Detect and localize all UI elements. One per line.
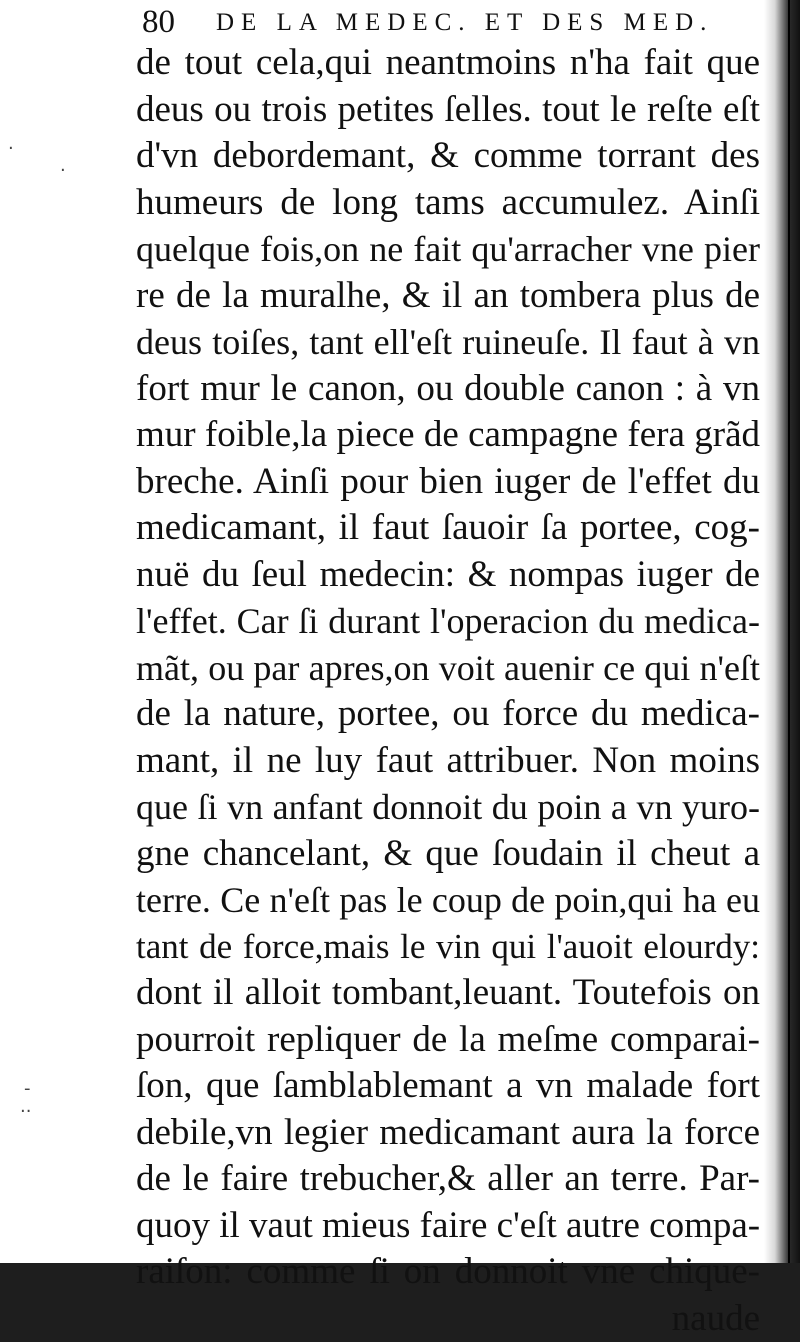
text-line: debile,vn legier medicamant aura la force	[136, 1110, 760, 1157]
body-text	[136, 40, 760, 1342]
margin-speck: ·	[60, 162, 66, 180]
text-line: mur foible,la piece de campagne fera grãd	[136, 412, 760, 459]
text-line: fort mur le canon, ou double canon : à vn	[136, 366, 760, 413]
text-line: que ſi vn anfant donnoit du poin a vn yuro-	[136, 784, 760, 831]
text-line: de le faire trebucher,& aller an terre. Par-	[136, 1156, 760, 1203]
text-line: gne chancelant, & que ſoudain il cheut a	[136, 831, 760, 878]
text-line: mant, il ne luy faut attribuer. Non moins	[136, 738, 760, 785]
text-line: d'vn debordemant, & comme torrant des	[136, 133, 760, 180]
page-edge-line	[788, 0, 790, 1263]
text-line: de la nature, portee, ou force du medica-	[136, 691, 760, 738]
text-line: ſon, que ſamblablemant a vn malade fort	[136, 1063, 760, 1110]
text-line: deus toiſes, tant ell'eſt ruineuſe. Il faut à vn	[136, 319, 760, 366]
margin-speck: ..	[20, 1098, 31, 1116]
text-line: deus ou trois petites ſelles. tout le reſte eſt	[136, 87, 760, 134]
margin-speck: ·	[8, 140, 14, 158]
page-gutter-shadow	[764, 0, 800, 1263]
text-line: raiſon: comme ſi on donnoit vne chique-	[136, 1249, 760, 1296]
margin-speck: -	[24, 1080, 31, 1098]
text-line: l'effet. Car ſi durant l'operacion du medica-	[136, 598, 760, 645]
text-line: tant de force,mais le vin qui l'auoit elourdy:	[136, 924, 760, 971]
running-title: DE LA MEDEC. ET DES MED.	[216, 8, 713, 38]
page-number: 80	[142, 2, 175, 42]
page-header	[138, 2, 778, 42]
text-line: quoy il vaut mieus faire c'eſt autre compa-	[136, 1203, 760, 1250]
text-line: nuë du ſeul medecin: & nompas iuger de	[136, 552, 760, 599]
text-line: medicamant, il faut ſauoir ſa portee, cog-	[136, 505, 760, 552]
text-line: mãt, ou par apres,on voit auenir ce qui n'eſt	[136, 645, 760, 692]
text-line: breche. Ainſi pour bien iuger de l'effet du	[136, 459, 760, 506]
text-line: quelque fois,on ne fait qu'arracher vne pier	[136, 226, 760, 273]
text-line: humeurs de long tams accumulez. Ainſi	[136, 180, 760, 227]
text-line: terre. Ce n'eſt pas le coup de poin,qui ha eu	[136, 877, 760, 924]
text-line: pourroit repliquer de la meſme comparai-	[136, 1017, 760, 1064]
text-line: de tout cela,qui neantmoins n'ha fait que	[136, 40, 760, 87]
text-line: dont il alloit tombant,leuant. Toutefois on	[136, 970, 760, 1017]
catchword: naude	[136, 1296, 760, 1342]
text-line: re de la muralhe, & il an tombera plus de	[136, 273, 760, 320]
